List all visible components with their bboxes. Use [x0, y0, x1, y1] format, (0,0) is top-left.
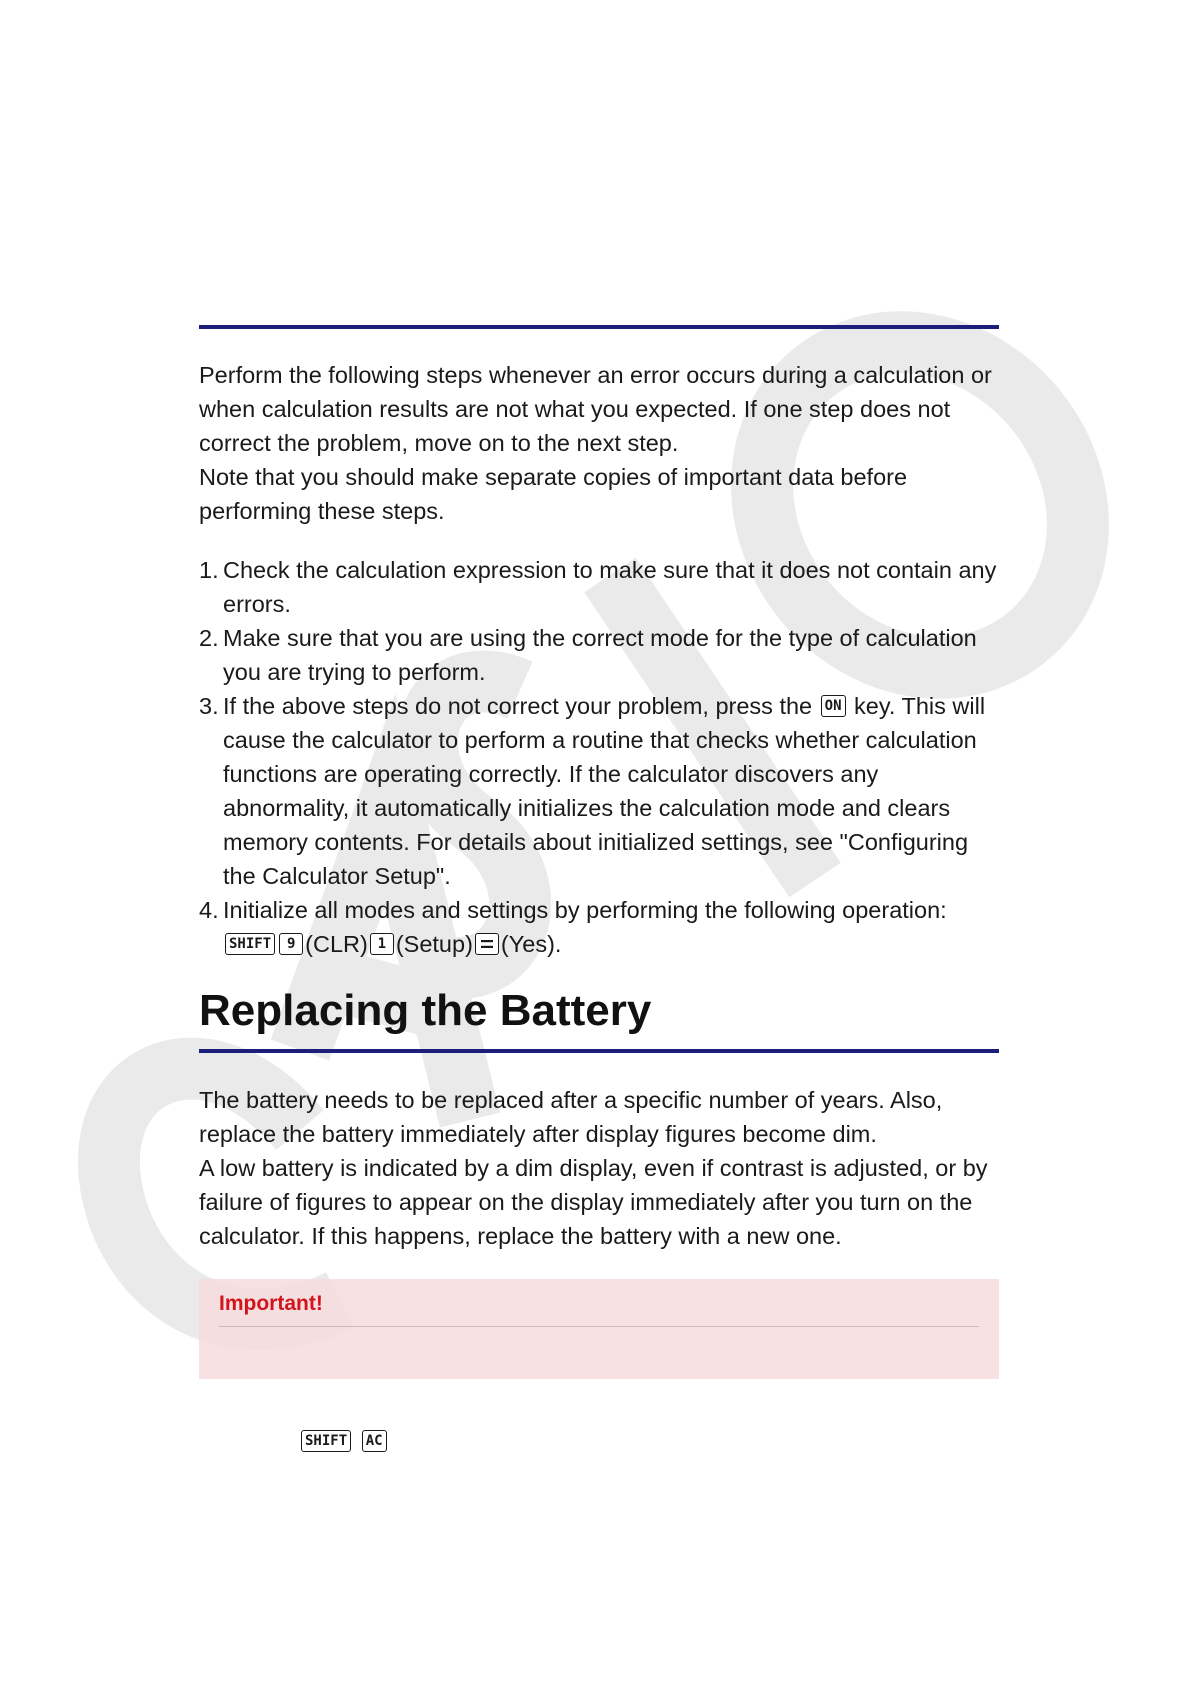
on-key: ON: [821, 695, 846, 717]
step-item: [199, 893, 999, 961]
step-number: 3.: [199, 693, 219, 719]
ac-key: AC: [362, 1430, 387, 1452]
yes-label: (Yes).: [500, 931, 562, 957]
step-item: [199, 689, 999, 893]
step-text: Make sure that you are using the correct mode for the type of calculation you are trying to perform.: [223, 625, 977, 685]
reset-key-sequence: [299, 1424, 389, 1458]
step-number: 2.: [199, 625, 219, 651]
shift-key: SHIFT: [225, 933, 275, 955]
section-divider-top: [199, 325, 999, 329]
setup-label: (Setup): [395, 931, 473, 957]
troubleshooting-steps: [199, 553, 999, 961]
section-title-underline: [199, 1049, 999, 1053]
step-text: If the above steps do not correct your problem, press the: [223, 693, 813, 719]
step-text: Check the calculation expression to make sure that it does not contain any errors.: [223, 557, 997, 617]
important-divider: [219, 1326, 979, 1327]
intro-paragraph-2: Note that you should make separate copies of important data before performing these steps.: [199, 464, 908, 524]
section-title: Replacing the Battery: [199, 986, 652, 1035]
important-label: Important!: [219, 1292, 323, 1315]
shift-key: SHIFT: [301, 1430, 351, 1452]
clr-label: (CLR): [305, 931, 368, 957]
step-item: [199, 553, 999, 621]
step-number: 1.: [199, 557, 219, 583]
one-key: 1: [370, 933, 394, 955]
battery-paragraph-2: A low battery is indicated by a dim display, even if contrast is adjusted, or by failure of figures to appear on the display immediately after you turn on the calculator. If this happens, replace the battery with a new one.: [199, 1155, 988, 1249]
intro-paragraph-1: Perform the following steps whenever an error occurs during a calculation or when calculation results are not what you expected. If one step does not correct the problem, move on to the next step.: [199, 362, 992, 456]
step-item: [199, 621, 999, 689]
step-text: Initialize all modes and settings by performing the following operation:: [223, 897, 947, 923]
important-notice: [199, 1279, 999, 1379]
battery-paragraph-1: The battery needs to be replaced after a specific number of years. Also, replace the battery immediately after display figures become dim.: [199, 1087, 943, 1147]
step-text-continued: key. This will cause the calculator to perform a routine that checks whether calculation functions are operating correctly. If the calculator discovers any abnormality, it automatically initializes the calculation mode and clears memory contents. For details about initialized settings, see "Configuring the Calculator Setup".: [223, 693, 986, 889]
equals-icon: [480, 937, 494, 951]
nine-key: 9: [279, 933, 303, 955]
equals-key: [475, 933, 499, 955]
step-number: 4.: [199, 897, 219, 923]
